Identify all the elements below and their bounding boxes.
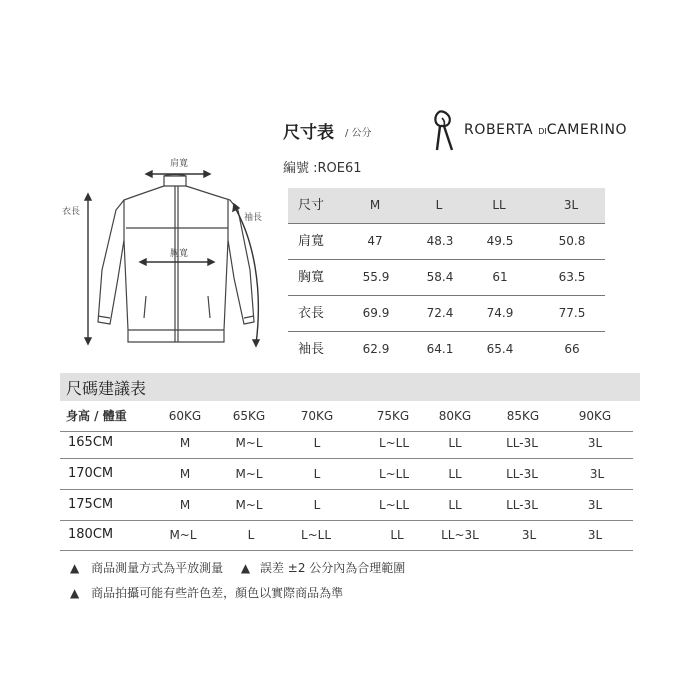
row-label: 袖長 <box>298 342 325 357</box>
row-label: 肩寬 <box>298 234 325 249</box>
recommended-size: LL-3L <box>506 436 538 450</box>
model-number: 編號 :ROE61 <box>283 161 362 176</box>
size-table-row <box>288 260 605 296</box>
recommended-size: LL <box>390 528 404 542</box>
weight-header: 70KG <box>300 409 334 423</box>
recommended-size: L~LL <box>300 528 332 542</box>
weight-header: 60KG <box>168 409 202 423</box>
recommended-size: 3L <box>587 436 603 450</box>
jacket-diagram <box>58 150 273 365</box>
height-label: 175CM <box>68 497 114 512</box>
recommended-size: M <box>179 498 191 512</box>
size-table-row <box>288 332 605 367</box>
recommended-size: M~L <box>235 436 263 450</box>
chest-width-label: 胸寬 <box>170 249 189 259</box>
size-value: 50.8 <box>558 234 586 248</box>
recommended-size: 3L <box>521 528 537 542</box>
body-length-label: 衣長 <box>62 207 81 217</box>
size-table-header <box>288 188 605 224</box>
size-value: 66 <box>564 342 580 356</box>
weight-header: 65KG <box>232 409 266 423</box>
size-value: 49.5 <box>486 234 514 248</box>
size-table-row <box>288 224 605 260</box>
recommended-size: M~L <box>235 467 263 481</box>
size-column-header: 尺寸 <box>298 198 325 213</box>
weight-header: 80KG <box>438 409 472 423</box>
weight-header: 85KG <box>506 409 540 423</box>
triangle-bullet-icon: ▲ <box>70 561 80 575</box>
recommended-size: 3L <box>587 528 603 542</box>
size-value: 77.5 <box>558 306 586 320</box>
size-chart-title: 尺寸表 <box>283 123 334 143</box>
recommended-size: LL-3L <box>506 498 538 512</box>
recommended-size: LL <box>448 498 462 512</box>
recommended-size: L~LL <box>378 467 410 481</box>
note-color-difference: 商品拍攝可能有些許色差，顏色以實際商品為準 <box>91 586 344 600</box>
size-value: 58.4 <box>426 270 454 284</box>
note-line-2 <box>70 584 343 601</box>
height-label: 180CM <box>68 527 114 542</box>
recommendation-title-bar <box>60 373 640 401</box>
size-l-header: L <box>435 198 443 212</box>
recommended-size: LL <box>448 467 462 481</box>
height-weight-header: 身高 / 體重 <box>66 409 127 423</box>
recommended-size: L <box>313 436 321 450</box>
recommended-size: L~LL <box>378 436 410 450</box>
shoulder-width-label: 肩寬 <box>170 159 189 169</box>
size-value: 47 <box>367 234 383 248</box>
weight-header: 75KG <box>376 409 410 423</box>
recommended-size: L~LL <box>378 498 410 512</box>
recommendation-row <box>60 490 633 521</box>
sleeve-length-label: 袖長 <box>244 213 263 223</box>
recommended-size: M~L <box>235 498 263 512</box>
size-value: 72.4 <box>426 306 454 320</box>
recommended-size: LL <box>448 436 462 450</box>
triangle-bullet-icon: ▲ <box>240 561 251 575</box>
recommended-size: M <box>179 467 191 481</box>
recommendation-row <box>60 459 633 490</box>
size-3l-header: 3L <box>563 198 579 212</box>
triangle-bullet-icon: ▲ <box>70 586 80 600</box>
size-value: 48.3 <box>426 234 454 248</box>
recommended-size: M~L <box>169 528 197 542</box>
recommended-size: 3L <box>589 467 605 481</box>
brand-name: ROBERTA DICAMERINO <box>464 122 628 138</box>
recommended-size: L <box>247 528 255 542</box>
row-label: 胸寬 <box>298 270 325 285</box>
unit-label: / 公分 <box>345 128 372 139</box>
note-measurement: 商品測量方式為平放測量 <box>91 561 224 575</box>
row-label: 衣長 <box>298 306 325 321</box>
height-label: 165CM <box>68 435 114 450</box>
brand-logo <box>430 106 640 154</box>
recommended-size: 3L <box>587 498 603 512</box>
recommendation-title: 尺碼建議表 <box>66 379 147 398</box>
note-line-1 <box>70 559 405 576</box>
size-value: 61 <box>492 270 508 284</box>
size-ll-header: LL <box>492 198 506 212</box>
recommended-size: L <box>313 467 321 481</box>
size-value: 55.9 <box>362 270 390 284</box>
size-table-row <box>288 296 605 332</box>
size-value: 62.9 <box>362 342 390 356</box>
height-label: 170CM <box>68 466 114 481</box>
size-m-header: M <box>369 198 381 212</box>
size-value: 69.9 <box>362 306 390 320</box>
recommended-size: M <box>179 436 191 450</box>
size-value: 65.4 <box>486 342 514 356</box>
recommended-size: L <box>313 498 321 512</box>
size-value: 63.5 <box>558 270 586 284</box>
recommended-size: LL-3L <box>506 467 538 481</box>
recommended-size: LL~3L <box>441 528 479 542</box>
weight-header: 90KG <box>578 409 612 423</box>
note-tolerance: 誤差 ±2 公分內為合理範圍 <box>259 561 406 575</box>
recommendation-row <box>60 428 633 459</box>
recommendation-row <box>60 520 633 551</box>
size-value: 74.9 <box>486 306 514 320</box>
brand-emblem-icon <box>430 106 460 154</box>
size-value: 64.1 <box>426 342 454 356</box>
